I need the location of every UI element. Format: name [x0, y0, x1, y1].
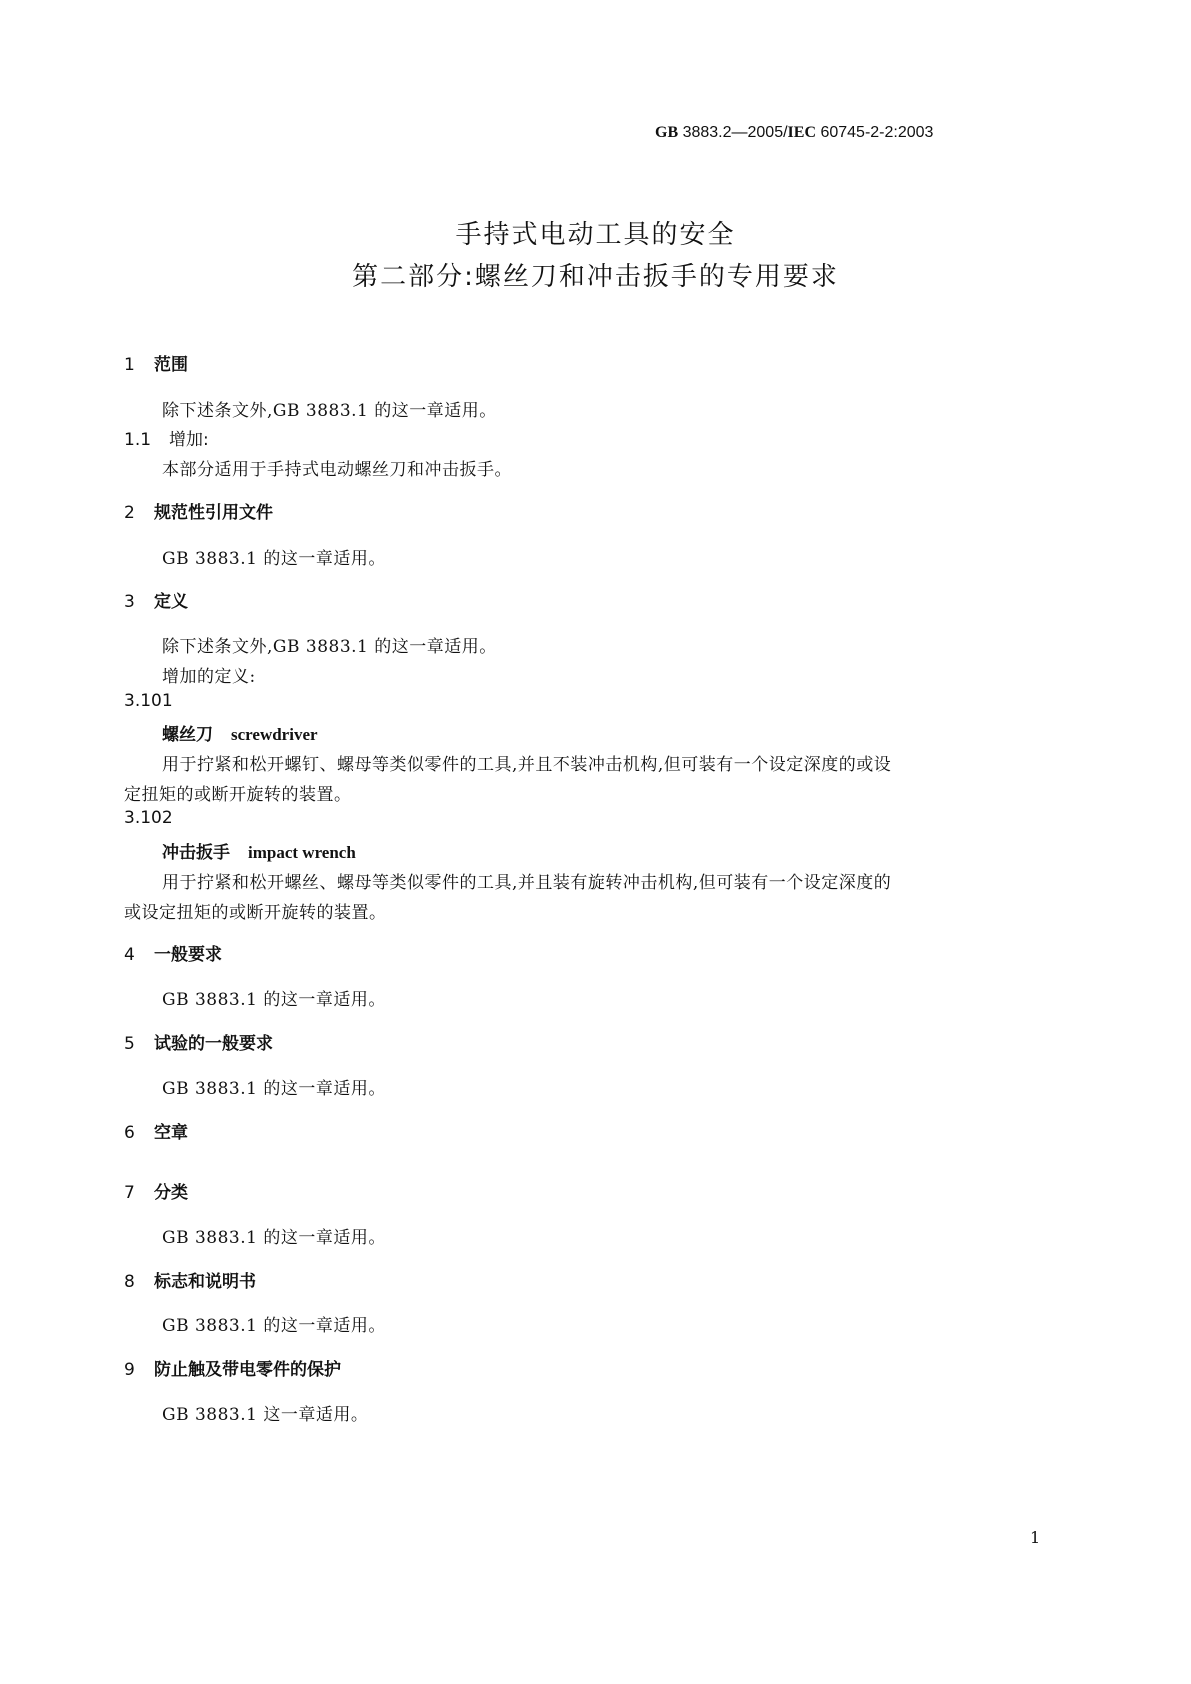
definition-number: 3.101 — [124, 691, 173, 711]
definition-text: 或设定扭矩的或断开旋转的装置。 — [124, 903, 387, 923]
section-heading-8 — [124, 1267, 256, 1292]
term-cn: 螺丝刀 — [162, 725, 213, 745]
paragraph: GB 3883.1 这一章适用。 — [162, 1405, 369, 1425]
code-number: 3883.2—2005/ — [678, 124, 788, 141]
term-en: impact wrench — [248, 843, 356, 862]
section-heading-9 — [124, 1355, 341, 1380]
paragraph: 增加的定义: — [162, 667, 256, 687]
paragraph: GB 3883.1 的这一章适用。 — [162, 549, 386, 569]
section-title: 试验的一般要求 — [154, 1034, 273, 1054]
code-iec-number: 60745-2-2:2003 — [816, 124, 934, 141]
definition-text: 用于拧紧和松开螺钉、螺母等类似零件的工具,并且不装冲击机构,但可装有一个设定深度的或设 — [162, 755, 892, 775]
paragraph: GB 3883.1 的这一章适用。 — [162, 1228, 386, 1248]
paragraph: 除下述条文外,GB 3883.1 的这一章适用。 — [162, 401, 497, 421]
clause-number: 1.1 — [124, 430, 152, 450]
section-heading-1 — [124, 350, 188, 375]
paragraph: 除下述条文外,GB 3883.1 的这一章适用。 — [162, 637, 497, 657]
section-number: 8 — [124, 1272, 135, 1292]
term-en: screwdriver — [231, 725, 318, 744]
clause-1-1 — [124, 425, 209, 450]
section-heading-2 — [124, 498, 273, 523]
definition-text: 用于拧紧和松开螺丝、螺母等类似零件的工具,并且装有旋转冲击机构,但可装有一个设定深度的 — [162, 873, 892, 893]
document-title-line2: 第二部分:螺丝刀和冲击扳手的专用要求 — [352, 262, 839, 292]
definition-text: 定扭矩的或断开旋转的装置。 — [124, 785, 352, 805]
code-gb: GB — [655, 124, 679, 141]
definition-term — [162, 720, 318, 745]
section-number: 1 — [124, 355, 135, 375]
page-number: 1 — [1030, 1528, 1041, 1547]
section-heading-3 — [124, 587, 188, 612]
section-number: 3 — [124, 592, 135, 612]
section-title: 空章 — [154, 1123, 188, 1143]
section-title: 范围 — [154, 355, 188, 375]
section-number: 6 — [124, 1123, 135, 1143]
paragraph: GB 3883.1 的这一章适用。 — [162, 1316, 386, 1336]
section-heading-6 — [124, 1118, 188, 1143]
section-title: 标志和说明书 — [154, 1272, 256, 1292]
clause-label: 增加: — [169, 430, 209, 450]
definition-number: 3.102 — [124, 808, 173, 828]
section-heading-5 — [124, 1029, 273, 1054]
standard-code — [655, 124, 933, 142]
section-title: 规范性引用文件 — [154, 503, 273, 523]
document-title-line1: 手持式电动工具的安全 — [455, 220, 736, 250]
section-title: 分类 — [154, 1183, 188, 1203]
section-number: 4 — [124, 945, 135, 965]
section-heading-4 — [124, 940, 222, 965]
section-number: 2 — [124, 503, 135, 523]
term-cn: 冲击扳手 — [162, 843, 230, 863]
code-iec: IEC — [787, 124, 816, 141]
section-number: 9 — [124, 1360, 135, 1380]
paragraph: 本部分适用于手持式电动螺丝刀和冲击扳手。 — [162, 460, 512, 480]
paragraph: GB 3883.1 的这一章适用。 — [162, 990, 386, 1010]
section-title: 一般要求 — [154, 945, 222, 965]
section-number: 5 — [124, 1034, 135, 1054]
section-title: 定义 — [154, 592, 188, 612]
section-heading-7 — [124, 1178, 188, 1203]
section-title: 防止触及带电零件的保护 — [154, 1360, 341, 1380]
section-number: 7 — [124, 1183, 135, 1203]
definition-term — [162, 838, 356, 863]
paragraph: GB 3883.1 的这一章适用。 — [162, 1079, 386, 1099]
